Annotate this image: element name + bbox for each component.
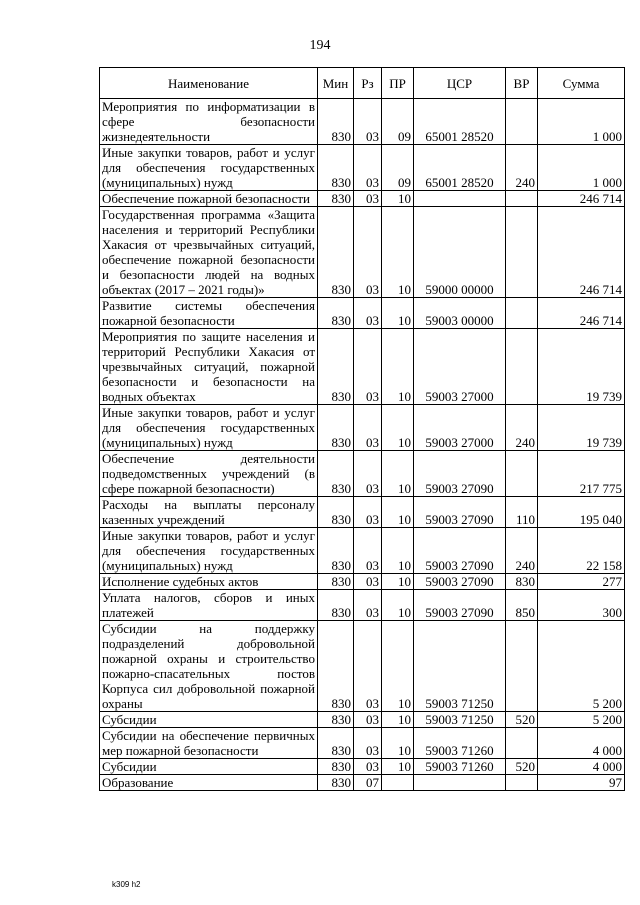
row-rz: 03 [354, 728, 382, 759]
row-pr: 10 [382, 712, 414, 728]
row-csr: 59003 27090 [414, 497, 506, 528]
row-pr [382, 775, 414, 791]
row-min: 830 [318, 775, 354, 791]
table-row [100, 590, 625, 621]
footer-code: k309 h2 [112, 880, 141, 889]
row-pr: 09 [382, 145, 414, 191]
row-rz: 07 [354, 775, 382, 791]
row-rz: 03 [354, 574, 382, 590]
header-sum: Сумма [538, 68, 625, 99]
header-min: Мин [318, 68, 354, 99]
row-min: 830 [318, 712, 354, 728]
row-rz: 03 [354, 191, 382, 207]
header-name: Наименование [100, 68, 318, 99]
row-min: 830 [318, 528, 354, 574]
row-name: Субсидии [100, 759, 318, 775]
row-pr: 10 [382, 298, 414, 329]
row-pr: 10 [382, 329, 414, 405]
row-rz: 03 [354, 712, 382, 728]
row-rz: 03 [354, 759, 382, 775]
row-pr: 10 [382, 574, 414, 590]
row-name: Иные закупки товаров, работ и услуг для обеспечения государственных (муниципальных) нужд [100, 528, 318, 574]
row-sum: 246 714 [538, 298, 625, 329]
header-csr: ЦСР [414, 68, 506, 99]
row-vr: 520 [506, 759, 538, 775]
row-min: 830 [318, 329, 354, 405]
row-rz: 03 [354, 590, 382, 621]
row-sum: 300 [538, 590, 625, 621]
table-row [100, 759, 625, 775]
row-pr: 10 [382, 207, 414, 298]
row-csr: 65001 28520 [414, 145, 506, 191]
row-sum: 5 200 [538, 621, 625, 712]
table-row [100, 191, 625, 207]
row-name: Развитие системы обеспечения пожарной безопасности [100, 298, 318, 329]
row-pr: 10 [382, 728, 414, 759]
table-row [100, 329, 625, 405]
row-rz: 03 [354, 405, 382, 451]
row-rz: 03 [354, 329, 382, 405]
row-name: Мероприятия по информатизации в сфере безопасности жизнедеятельности [100, 99, 318, 145]
row-min: 830 [318, 298, 354, 329]
row-name: Мероприятия по защите населения и территорий Республики Хакасия от чрезвычайных ситуаций, пожарной безопасности и безопасности на водных объектах [100, 329, 318, 405]
row-vr [506, 99, 538, 145]
row-sum: 22 158 [538, 528, 625, 574]
row-csr: 59003 27090 [414, 451, 506, 497]
table-row [100, 728, 625, 759]
row-csr: 59003 71250 [414, 621, 506, 712]
row-min: 830 [318, 451, 354, 497]
table-row [100, 497, 625, 528]
row-sum: 195 040 [538, 497, 625, 528]
row-csr: 59003 27000 [414, 405, 506, 451]
row-sum: 217 775 [538, 451, 625, 497]
row-sum: 1 000 [538, 99, 625, 145]
row-pr: 09 [382, 99, 414, 145]
row-min: 830 [318, 759, 354, 775]
row-name: Уплата налогов, сборов и иных платежей [100, 590, 318, 621]
row-pr: 10 [382, 497, 414, 528]
row-sum: 246 714 [538, 207, 625, 298]
row-pr: 10 [382, 759, 414, 775]
row-sum: 19 739 [538, 329, 625, 405]
row-vr [506, 329, 538, 405]
row-vr: 850 [506, 590, 538, 621]
row-min: 830 [318, 621, 354, 712]
row-name: Обеспечение пожарной безопасности [100, 191, 318, 207]
row-sum: 4 000 [538, 728, 625, 759]
row-min: 830 [318, 405, 354, 451]
row-rz: 03 [354, 99, 382, 145]
row-name: Субсидии на поддержку подразделений добровольной пожарной охраны и строительство пожарно-спасательных постов Корпуса сил добровольной пожарной охраны [100, 621, 318, 712]
row-name: Иные закупки товаров, работ и услуг для обеспечения государственных (муниципальных) нужд [100, 145, 318, 191]
row-rz: 03 [354, 298, 382, 329]
row-name: Субсидии [100, 712, 318, 728]
row-name: Образование [100, 775, 318, 791]
row-vr: 240 [506, 528, 538, 574]
row-csr: 59003 71260 [414, 728, 506, 759]
table-body [100, 99, 625, 791]
header-vr: ВР [506, 68, 538, 99]
row-sum: 4 000 [538, 759, 625, 775]
row-pr: 10 [382, 191, 414, 207]
row-sum: 277 [538, 574, 625, 590]
row-rz: 03 [354, 145, 382, 191]
row-vr: 830 [506, 574, 538, 590]
row-vr: 110 [506, 497, 538, 528]
table-row [100, 207, 625, 298]
row-csr [414, 191, 506, 207]
row-csr: 59003 00000 [414, 298, 506, 329]
row-csr: 59000 00000 [414, 207, 506, 298]
row-name: Обеспечение деятельности подведомственных учреждений (в сфере пожарной безопасности) [100, 451, 318, 497]
table-row [100, 775, 625, 791]
row-min: 830 [318, 497, 354, 528]
row-csr: 59003 71250 [414, 712, 506, 728]
row-pr: 10 [382, 451, 414, 497]
row-vr [506, 621, 538, 712]
row-vr [506, 298, 538, 329]
row-min: 830 [318, 590, 354, 621]
table-row [100, 621, 625, 712]
row-rz: 03 [354, 207, 382, 298]
row-vr [506, 207, 538, 298]
row-csr: 59003 27090 [414, 574, 506, 590]
row-min: 830 [318, 207, 354, 298]
row-min: 830 [318, 191, 354, 207]
row-sum: 5 200 [538, 712, 625, 728]
table-row [100, 451, 625, 497]
row-rz: 03 [354, 621, 382, 712]
row-vr: 240 [506, 145, 538, 191]
row-sum: 97 [538, 775, 625, 791]
row-name: Государственная программа «Защита населения и территорий Республики Хакасия от чрезвычайных ситуаций, обеспечение пожарной безопасности и безопасности людей на водных объектах (2017 – 2021 годы)» [100, 207, 318, 298]
table-header-row [100, 68, 625, 99]
table-row [100, 145, 625, 191]
row-csr [414, 775, 506, 791]
budget-table [99, 67, 625, 791]
row-rz: 03 [354, 451, 382, 497]
row-pr: 10 [382, 621, 414, 712]
row-name: Субсидии на обеспечение первичных мер пожарной безопасности [100, 728, 318, 759]
row-csr: 59003 27000 [414, 329, 506, 405]
table-row [100, 574, 625, 590]
row-min: 830 [318, 728, 354, 759]
header-pr: ПР [382, 68, 414, 99]
table-row [100, 712, 625, 728]
row-csr: 59003 27090 [414, 528, 506, 574]
row-vr [506, 451, 538, 497]
row-sum: 246 714 [538, 191, 625, 207]
table-row [100, 405, 625, 451]
row-min: 830 [318, 145, 354, 191]
table-row [100, 528, 625, 574]
row-rz: 03 [354, 497, 382, 528]
row-pr: 10 [382, 590, 414, 621]
row-min: 830 [318, 99, 354, 145]
row-vr [506, 728, 538, 759]
row-name: Расходы на выплаты персоналу казенных учреждений [100, 497, 318, 528]
row-sum: 19 739 [538, 405, 625, 451]
row-name: Иные закупки товаров, работ и услуг для обеспечения государственных (муниципальных) нужд [100, 405, 318, 451]
row-pr: 10 [382, 405, 414, 451]
row-name: Исполнение судебных актов [100, 574, 318, 590]
row-vr: 520 [506, 712, 538, 728]
row-rz: 03 [354, 528, 382, 574]
row-csr: 59003 27090 [414, 590, 506, 621]
row-vr: 240 [506, 405, 538, 451]
row-sum: 1 000 [538, 145, 625, 191]
row-csr: 65001 28520 [414, 99, 506, 145]
row-vr [506, 775, 538, 791]
row-csr: 59003 71260 [414, 759, 506, 775]
row-pr: 10 [382, 528, 414, 574]
header-rz: Рз [354, 68, 382, 99]
table-row [100, 99, 625, 145]
row-vr [506, 191, 538, 207]
table-row [100, 298, 625, 329]
page-number: 194 [309, 38, 331, 53]
row-min: 830 [318, 574, 354, 590]
